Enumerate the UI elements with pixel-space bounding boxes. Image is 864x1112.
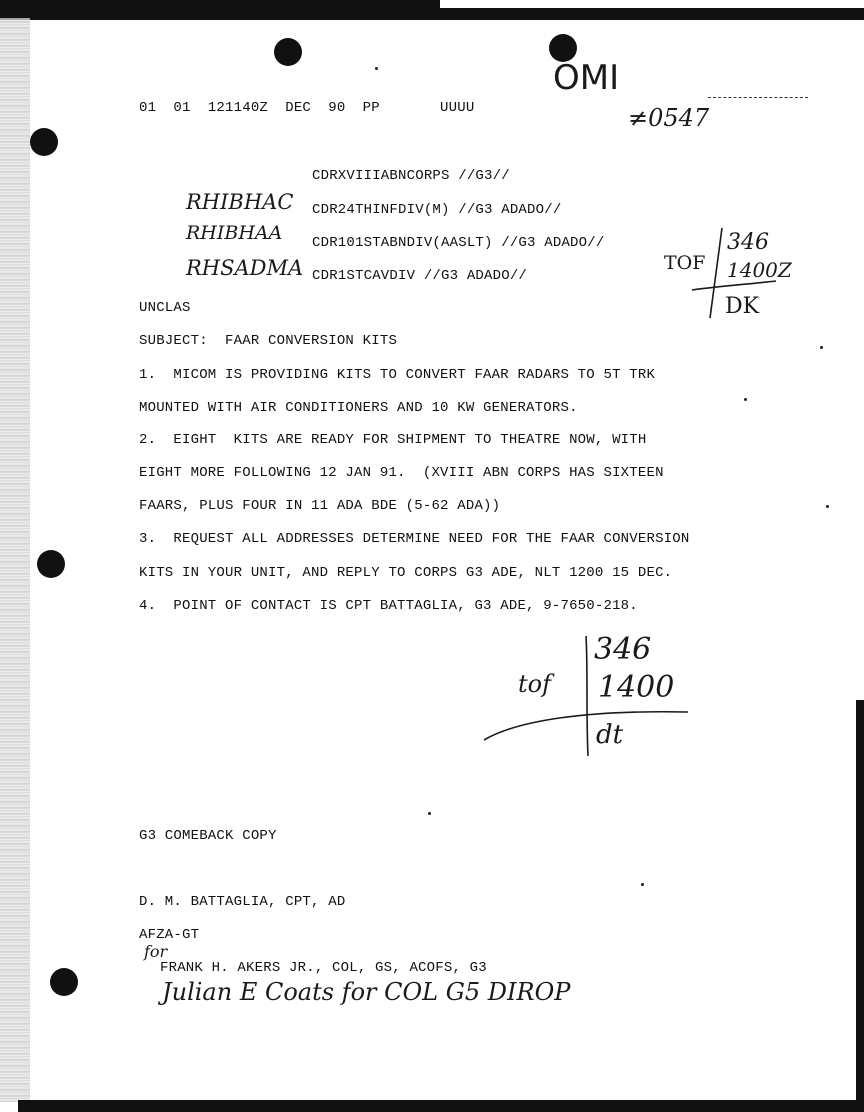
classification: UNCLAS [139, 300, 191, 316]
addressee-line: CDR101STABNDIV(AASLT) //G3 ADADO// [312, 235, 605, 251]
tof-initials: DK [725, 294, 760, 319]
scan-speck [641, 883, 644, 886]
header-rule [708, 97, 808, 98]
tof-stamp-time: 1400 [598, 670, 675, 705]
punch-hole [30, 128, 58, 156]
scan-speck [375, 67, 378, 70]
drafter-line: D. M. BATTAGLIA, CPT, AD [139, 894, 346, 910]
handwritten-number: ≠0547 [628, 104, 710, 132]
comeback-copy: G3 COMEBACK COPY [139, 828, 277, 844]
punch-hole [274, 38, 302, 66]
handwritten-signature: Julian E Coats for COL G5 DIROP [162, 978, 571, 1006]
body-line: 3. REQUEST ALL ADDRESSES DETERMINE NEED FOR THE FAAR CONVERSION [139, 531, 690, 547]
tof-time: 1400Z [727, 258, 792, 282]
body-line: FAARS, PLUS FOUR IN 11 ADA BDE (5-62 ADA)) [139, 498, 501, 514]
addressee-line: CDRXVIIIABNCORPS //G3// [312, 168, 510, 184]
tof-label: TOF [664, 252, 706, 274]
body-line: KITS IN YOUR UNIT, AND REPLY TO CORPS G3 ADE, NLT 1200 15 DEC. [139, 565, 673, 581]
dtg-line: 01 01 121140Z DEC 90 PP UUUU [139, 100, 475, 116]
routing-indicator: RHIBHAC [186, 190, 294, 214]
scan-top-gap [440, 0, 864, 8]
tof-stamp-initials: dt [596, 720, 624, 750]
for-note: for [144, 942, 168, 961]
addressee-line: CDR24THINFDIV(M) //G3 ADADO// [312, 202, 562, 218]
scan-speck [826, 505, 829, 508]
tof-stamp-label: tof [518, 670, 551, 698]
scan-left-edge [0, 18, 30, 1102]
scan-right-border [856, 700, 864, 1112]
body-line: 4. POINT OF CONTACT IS CPT BATTAGLIA, G3 ADE, 9-7650-218. [139, 598, 638, 614]
punch-hole [50, 968, 78, 996]
subject-line: SUBJECT: FAAR CONVERSION KITS [139, 333, 398, 349]
body-line: 1. MICOM IS PROVIDING KITS TO CONVERT FAAR RADARS TO 5T TRK [139, 367, 656, 383]
routing-indicator: RHIBHAA [186, 222, 283, 244]
office-symbol: AFZA-GT [139, 927, 200, 943]
scan-speck [820, 346, 823, 349]
scan-speck [428, 812, 431, 815]
routing-indicator: RHSADMA [186, 256, 304, 280]
tof-day: 346 [727, 230, 769, 255]
scan-speck [744, 398, 747, 401]
scan-bottom-border [18, 1100, 864, 1112]
releaser-line: FRANK H. AKERS JR., COL, GS, ACOFS, G3 [160, 960, 487, 976]
addressee-line: CDR1STCAVDIV //G3 ADADO// [312, 268, 528, 284]
tof-stamp-day: 346 [594, 632, 652, 667]
punch-hole [37, 550, 65, 578]
body-line: MOUNTED WITH AIR CONDITIONERS AND 10 KW GENERATORS. [139, 400, 578, 416]
body-line: EIGHT MORE FOLLOWING 12 JAN 91. (XVIII ABN CORPS HAS SIXTEEN [139, 465, 664, 481]
body-line: 2. EIGHT KITS ARE READY FOR SHIPMENT TO THEATRE NOW, WITH [139, 432, 647, 448]
handwritten-id: OMI [553, 58, 620, 98]
